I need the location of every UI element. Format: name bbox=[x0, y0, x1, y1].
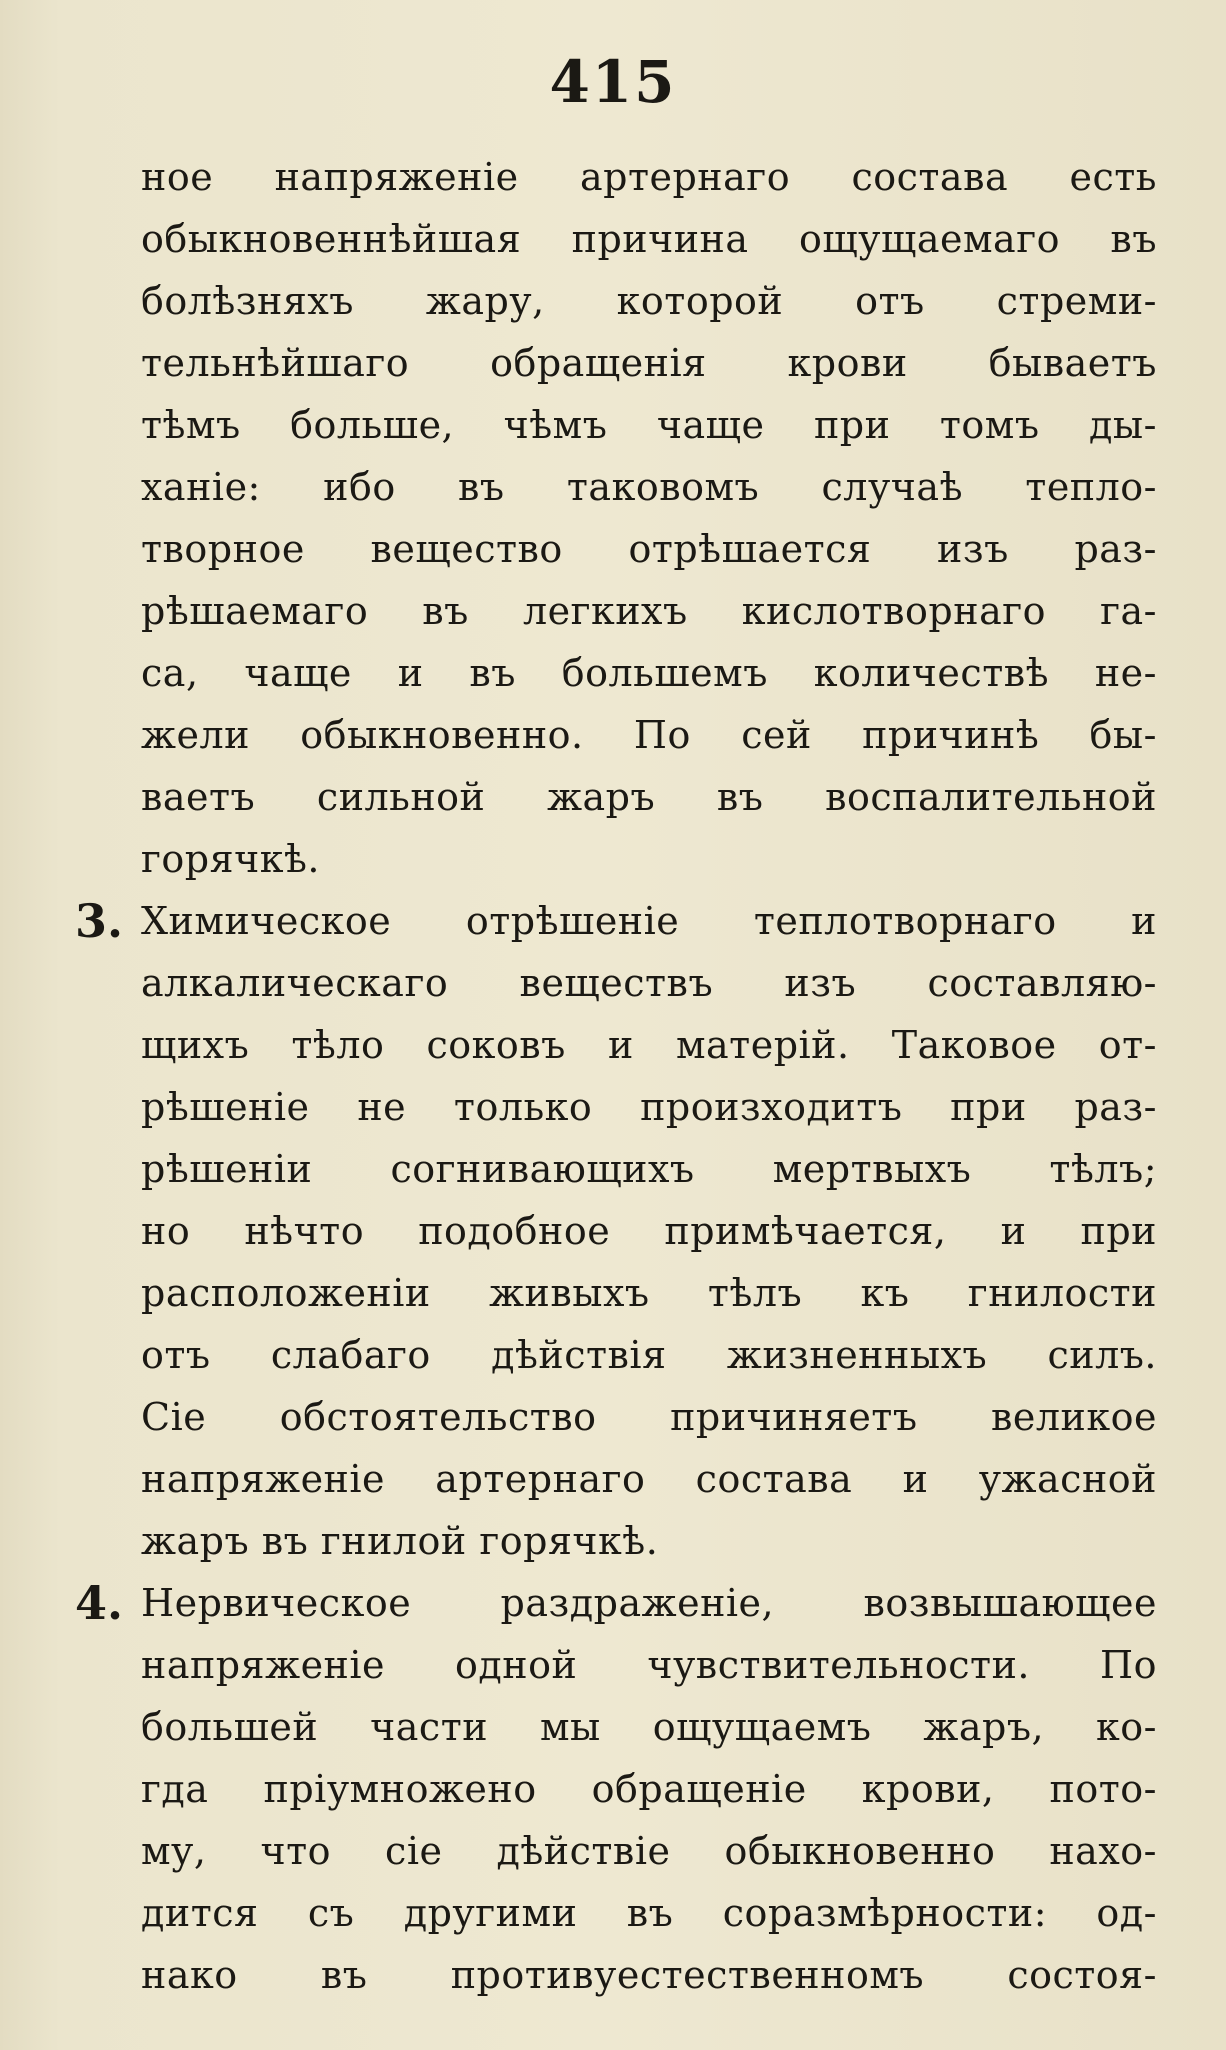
text-line: щихъ тѣло соковъ и матерій. Таковое от- bbox=[141, 1023, 1157, 1067]
text-line: расположеніи живыхъ тѣлъ къ гнилости bbox=[141, 1271, 1157, 1315]
text-line: жели обыкновенно. По сей причинѣ бы- bbox=[141, 713, 1157, 757]
text-line: отъ слабаго дѣйствія жизненныхъ силъ. bbox=[141, 1333, 1157, 1377]
page-number: 415 bbox=[549, 48, 677, 116]
text-line: рѣшаемаго въ легкихъ кислотворнаго га- bbox=[141, 589, 1157, 633]
text-line: гда пріумножено обращеніе крови, пото- bbox=[141, 1767, 1157, 1811]
text-line: нако въ противуестественномъ состоя- bbox=[141, 1953, 1157, 1997]
text-line: напряженіе артернаго состава и ужасной bbox=[141, 1457, 1157, 1501]
text-line: Нервическое раздраженіе, возвышающее bbox=[141, 1581, 1157, 1625]
text-line: болѣзняхъ жару, которой отъ стреми- bbox=[141, 279, 1157, 323]
text-line: жаръ въ гнилой горячкѣ. bbox=[141, 1519, 659, 1563]
text-line: са, чаще и въ большемъ количествѣ не- bbox=[141, 651, 1157, 695]
text-line: напряженіе одной чувствительности. По bbox=[141, 1643, 1157, 1687]
text-line: му, что сіе дѣйствіе обыкновенно нахо- bbox=[141, 1829, 1157, 1873]
item-number-3: 3. bbox=[75, 894, 124, 948]
text-line: дится съ другими въ соразмѣрности: од- bbox=[141, 1891, 1157, 1935]
text-line: но нѣчто подобное примѣчается, и при bbox=[141, 1209, 1157, 1253]
text-line: алкалическаго веществъ изъ составляю- bbox=[141, 961, 1157, 1005]
text-line: Сіе обстоятельство причиняетъ великое bbox=[141, 1395, 1157, 1439]
text-line: творное вещество отрѣшается изъ раз- bbox=[141, 527, 1157, 571]
text-line: ваетъ сильной жаръ въ воспалительной bbox=[141, 775, 1157, 819]
text-line: обыкновеннѣйшая причина ощущаемаго въ bbox=[141, 217, 1157, 261]
text-line: ханіе: ибо въ таковомъ случаѣ тепло- bbox=[141, 465, 1157, 509]
item-number-4: 4. bbox=[75, 1576, 124, 1630]
text-line: тельнѣйшаго обращенія крови бываетъ bbox=[141, 341, 1157, 385]
text-line: горячкѣ. bbox=[141, 837, 320, 881]
text-line: тѣмъ больше, чѣмъ чаще при томъ ды- bbox=[141, 403, 1157, 447]
text-line: рѣшеніе не только произходитъ при раз- bbox=[141, 1085, 1157, 1129]
text-line: Химическое отрѣшеніе теплотворнаго и bbox=[141, 899, 1157, 943]
text-line: рѣшеніи согнивающихъ мертвыхъ тѣлъ; bbox=[141, 1147, 1157, 1191]
text-line: большей части мы ощущаемъ жаръ, ко- bbox=[141, 1705, 1157, 1749]
text-line: ное напряженіе артернаго состава есть bbox=[141, 155, 1157, 199]
